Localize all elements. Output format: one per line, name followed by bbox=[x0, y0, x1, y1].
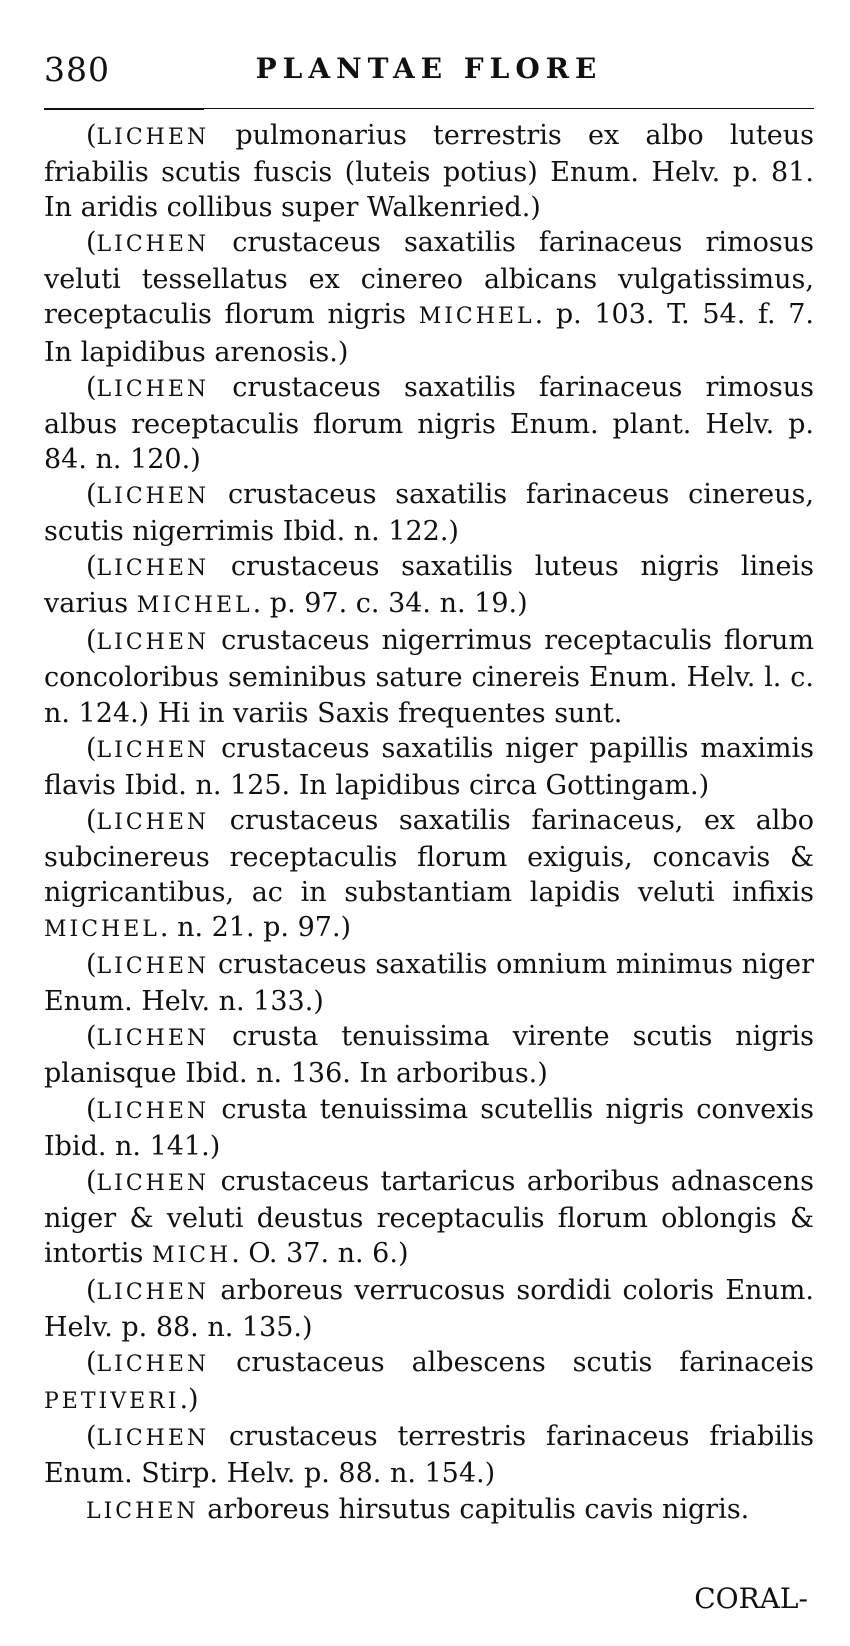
lichen-entry: (LICHEN crusta tenuissima scutellis nigris convexis Ibid. n. 141.) bbox=[44, 1093, 814, 1162]
lichen-entry: (LICHEN crustaceus saxatilis farinaceus rimosus veluti tessellatus ex cinereo albicans vulgatissimus, receptaculis florum nigris MICHEL. p. 103. T. 54. f. 7. In lapidibus arenosis.) bbox=[44, 227, 814, 368]
lichen-entry: (LICHEN crustaceus saxatilis farinaceus rimosus albus receptaculis florum nigris Enum. plant. Helv. p. 84. n. 120.) bbox=[44, 371, 814, 475]
catchword: CORAL- bbox=[694, 1582, 808, 1615]
header-rule-thick bbox=[44, 108, 204, 110]
lichen-entry: (LICHEN crustaceus tartaricus arboribus adnascens niger & veluti deustus receptaculis florum oblongis & intortis MICH. O. 37. n. 6.) bbox=[44, 1165, 814, 1269]
page-number: 380 bbox=[44, 50, 110, 89]
lichen-entry: (LICHEN crustaceus saxatilis farinaceus, ex albo subcinereus receptaculis florum exiguis, concavis & nigricantibus, ac in substantiam lapidis veluti infixis MICHEL. n. 21. p. 97.) bbox=[44, 804, 814, 944]
lichen-entry: LICHEN arboreus hirsutus capitulis cavis nigris. bbox=[86, 1493, 750, 1525]
lichen-entry: (LICHEN crustaceus saxatilis niger papillis maximis flavis Ibid. n. 125. In lapidibus circa Gottingam.) bbox=[44, 732, 814, 801]
lichen-entry: (LICHEN crustaceus terrestris farinaceus friabilis Enum. Stirp. Helv. p. 88. n. 154.) bbox=[44, 1421, 814, 1490]
lichen-entry: (LICHEN crustaceus saxatilis omnium minimus niger Enum. Helv. n. 133.) bbox=[44, 949, 814, 1018]
lichen-entry: (LICHEN crustaceus saxatilis luteus nigris lineis varius MICHEL. p. 97. c. 34. n. 19.) bbox=[44, 551, 814, 620]
page-header bbox=[44, 50, 814, 100]
lichen-entry: (LICHEN pulmonarius terrestris ex albo luteus friabilis scutis fuscis (luteis potius) Enum. Helv. p. 81. In aridis collibus super Walkenried.) bbox=[44, 120, 814, 224]
lichen-entry: (LICHEN crustaceus saxatilis farinaceus cinereus, scutis nigerrimis Ibid. n. 122.) bbox=[44, 478, 814, 548]
lichen-entry: (LICHEN crustaceus nigerrimus receptaculis florum concoloribus seminibus sature cinereis Enum. Helv. l. c. n. 124.) Hi in variis Saxis frequentes sunt. bbox=[44, 625, 814, 729]
lichen-entry: (LICHEN crusta tenuissima virente scutis nigris planisque Ibid. n. 136. In arboribus.) bbox=[44, 1021, 814, 1090]
running-head: PLANTAE FLORE bbox=[255, 52, 603, 85]
text-body bbox=[44, 118, 814, 1529]
header-rule-thin bbox=[204, 108, 814, 109]
lichen-entry: (LICHEN arboreus verrucosus sordidi coloris Enum. Helv. p. 88. n. 135.) bbox=[44, 1275, 814, 1344]
lichen-entry: (LICHEN crustaceus albescens scutis farinaceis PETIVERI.) bbox=[44, 1347, 814, 1416]
